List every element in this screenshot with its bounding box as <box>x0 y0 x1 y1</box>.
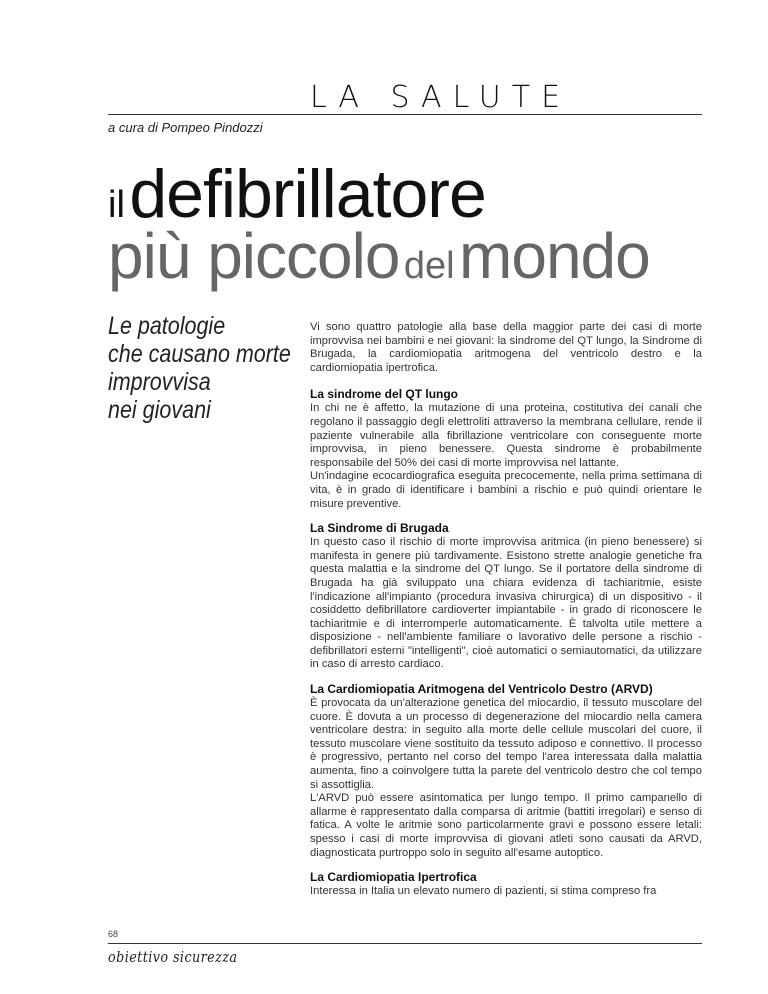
section-heading: La Cardiomiopatia Aritmogena del Ventricolo Destro (ARVD) <box>310 682 653 697</box>
byline: a cura di Pompeo Pindozzi <box>108 120 263 135</box>
header-rule <box>108 114 702 115</box>
title-word-il: il <box>108 184 125 226</box>
article-title-line-2 <box>108 220 650 292</box>
title-word-del: del <box>403 245 455 287</box>
section-heading: La Sindrome di Brugada <box>310 521 449 536</box>
article-body <box>310 321 702 909</box>
paragraph: È provocata da un'alterazione genetica del miocardio, il tessuto muscolare del cuore. È dovuta a un processo di degenerazione del miocardio nella camera ventricolare destra: in seguito alla morte delle cellule muscolari del cuore, il tessuto muscolare viene sostituito da tessuto adiposo e connettivo. Il processo è progressivo, pertanto nel corso del tempo l'area interessata dalla malattia aumenta, fino a coinvolgere tutta la parete del ventricolo destro che col tempo si assottiglia. <box>310 697 702 791</box>
section-heading: La Cardiomiopatia Ipertrofica <box>310 870 477 885</box>
title-words-piu-piccolo: più piccolo <box>108 220 400 292</box>
section-title: LA SALUTE <box>310 80 572 115</box>
magazine-name: obiettivo sicurezza <box>108 948 238 966</box>
intro-paragraph: Vi sono quattro patologie alla base della maggior parte dei casi di morte improvvisa nei bambini e nei giovani: la sindrome del QT lungo, la Sindrome di Brugada, la cardiomiopatia aritmogena del ventricolo destro e la cardiomiopatia ipertrofica. <box>310 321 702 374</box>
pull-quote-line: nei giovani <box>108 396 211 424</box>
page-number: 68 <box>108 929 119 939</box>
paragraph: L'ARVD può essere asintomatica per lungo tempo. Il primo campanello di allarme è rappresentato dalla comparsa di aritmie (battiti irregolari) e senso di fatica. A volte le aritmie sono particolarmente gravi e possono essere letali: spesso i casi di morte improvvisa di giovani atleti sono causati da ARVD, diagnosticata purtroppo solo in seguito all'esame autoptico. <box>310 792 702 859</box>
section-arvd <box>310 682 702 860</box>
footer-rule <box>108 943 702 944</box>
pull-quote-line: Le patologie <box>108 312 226 340</box>
title-word-mondo: mondo <box>459 220 650 292</box>
paragraph: In chi ne è affetto, la mutazione di una proteina, costitutiva dei canali che regolano il passaggio degli elettroliti attraverso la membrana cellulare, rende il paziente vulnerabile alla fibrillazione ventricolare con conseguente morte improvvisa, in pieno benessere. Questa sindrome è probabilmente responsabile del 50% dei casi di morte improvvisa nel lattante. <box>310 402 702 469</box>
section-qt-lungo <box>310 387 702 511</box>
pull-quote-line: che causano morte <box>108 340 291 368</box>
paragraph: Interessa in Italia un elevato numero di pazienti, si stima compreso fra <box>310 885 657 898</box>
section-brugada <box>310 521 702 672</box>
section-heading: La sindrome del QT lungo <box>310 387 459 402</box>
section-ipertrofica <box>310 870 702 899</box>
paragraph: In questo caso il rischio di morte improvvisa aritmica (in pieno benessere) si manifesta in genere più tardivamente. Esistono strette analogie genetiche fra questa malattia e la sindrome del QT lungo. Se il portatore della sindrome di Brugada ha già sviluppato una chiara evidenza di tachiaritmie, esiste l'indicazione all'impianto (procedura invasiva chirurgica) di un dispositivo - il cosiddetto defibrillatore cardioverter impiantabile - in grado di riconoscere le tachiaritmie e di interromperle automaticamente. È talvolta utile mettere a disposizione - nell'ambiente familiare o lavorativo delle persone a rischio - defibrillatori esterni "intelligenti", cioè automatici o semiautomatici, da utilizzare in caso di arresto cardiaco. <box>310 536 702 671</box>
pull-quote <box>108 312 306 424</box>
paragraph: Un'indagine ecocardiografica eseguita precocemente, nella prima settimana di vita, è in grado di identificare i bambini a rischio e può quindi orientare le misure preventive. <box>310 470 702 510</box>
article-title-line-1 <box>108 156 486 232</box>
title-word-defibrillatore: defibrillatore <box>129 156 486 232</box>
pull-quote-line: improvvisa <box>108 368 211 396</box>
